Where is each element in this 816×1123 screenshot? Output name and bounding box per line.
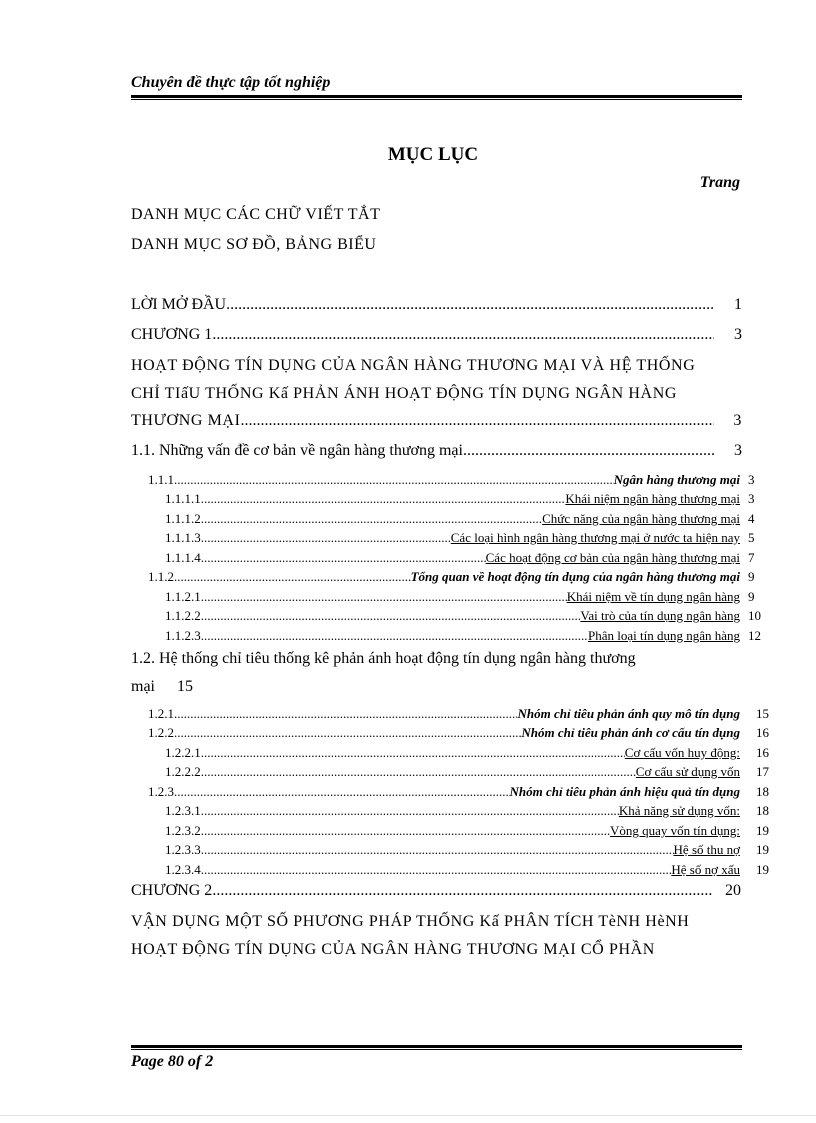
toc-entry-1-2-3[interactable] [148, 784, 740, 800]
toc-entry-1-2-3-3[interactable] [165, 842, 740, 858]
toc-entry-1-1-1-1[interactable] [165, 491, 740, 507]
toc-label: Các loại hình ngân hàng thương mại ở nước ta hiện nay [450, 530, 740, 545]
toc-entry-1-2-1[interactable] [148, 706, 740, 722]
toc-page: 10 [748, 608, 761, 623]
toc-entry-chapter-1-title-end[interactable] [131, 412, 742, 430]
toc-page: 3 [748, 491, 755, 506]
header-title: Chuyên đề thực tập tốt nghiệp [131, 74, 331, 91]
toc-label: CHƯƠNG 1 [131, 326, 213, 343]
toc-number: 1.2.3.3. [165, 842, 204, 857]
toc-entry-1-2-2-1[interactable] [165, 745, 740, 761]
toc-page: 20 [725, 882, 741, 899]
toc-label: Khái niệm ngân hàng thương mại [565, 491, 740, 506]
toc-label: 1.2. Hệ thống chỉ tiêu thống kê phản ánh hoạt động tín dụng ngân hàng thương [131, 650, 636, 667]
toc-number: 1.1.1.2. [165, 511, 204, 526]
chapter-2-title-line: VẬN DỤNG MỘT SỐ PHƯƠNG PHÁP THỐNG Kấ PHÂN TÍCH TèNH HèNH [131, 913, 690, 930]
front-item-figures[interactable]: DANH MỤC SƠ ĐỒ, BẢNG BIỂU [131, 236, 377, 253]
chapter-1-title[interactable] [131, 352, 741, 408]
toc-number: 1.2.2.2. [165, 764, 204, 779]
toc-number: 1.1.1.1. [165, 491, 204, 506]
toc-page: 19 [756, 842, 769, 857]
toc-label: Nhóm chỉ tiêu phản ánh cơ cấu tín dụng [521, 725, 740, 740]
toc-entry-1-2-3-2[interactable] [165, 823, 740, 839]
toc-number: 1.2.3.2. [165, 823, 204, 838]
chapter-1-title-line: HOẠT ĐỘNG TÍN DỤNG CỦA NGÂN HÀNG THƯƠNG MẠI VÀ HỆ THỐNG [131, 357, 696, 374]
toc-page: 1 [734, 296, 742, 313]
toc-number: 1.1.2. [148, 569, 178, 584]
chapter-1-title-line: CHỈ TIấU THỐNG Kấ PHẢN ÁNH HOẠT ĐỘNG TÍN DỤNG NGÂN HÀNG [131, 385, 677, 402]
toc-number: 1.2.3.1. [165, 803, 204, 818]
toc-label: mại [131, 678, 155, 695]
toc-page: 19 [756, 862, 769, 877]
toc-entry-chapter-2[interactable] [131, 882, 741, 900]
toc-number: 1.1.1.3. [165, 530, 204, 545]
toc-page: 16 [756, 745, 769, 760]
toc-label: Nhóm chỉ tiêu phản ánh hiệu quả tín dụng [509, 784, 740, 799]
toc-label: Chức năng của ngân hàng thương mại [542, 511, 740, 526]
toc-number: 1.2.3. [148, 784, 178, 799]
page-column-label: Trang [699, 174, 740, 191]
toc-label: Cơ cấu sử dụng vốn [635, 764, 740, 779]
toc-page: 9 [748, 569, 755, 584]
toc-number: 1.1.1. [148, 472, 178, 487]
toc-label: Khái niệm về tín dụng ngân hàng [566, 589, 740, 604]
toc-label: Khả năng sử dụng vốn: [618, 803, 740, 818]
toc-page: 7 [748, 550, 755, 565]
toc-label: 1.1. Những vấn đề cơ bản về ngân hàng thương mại [131, 442, 463, 459]
toc-label: Hệ số thu nợ [673, 842, 740, 857]
toc-page: 18 [756, 784, 769, 799]
toc-entry-1-1-2-1[interactable] [165, 589, 740, 605]
toc-label: Phân loại tín dụng ngân hàng [587, 628, 740, 643]
toc-page: 9 [748, 589, 755, 604]
toc-number: 1.1.2.2. [165, 608, 204, 623]
toc-page: 15 [756, 706, 769, 721]
toc-page: 3 [734, 326, 742, 343]
toc-entry-1-1-1-3[interactable] [165, 530, 740, 546]
toc-entry-1-2-2[interactable] [148, 725, 740, 741]
toc-entry-1-1-1-2[interactable] [165, 511, 740, 527]
front-item-abbreviations[interactable]: DANH MỤC CÁC CHỮ VIẾT TẮT [131, 206, 381, 223]
toc-page: 19 [756, 823, 769, 838]
toc-label: Hệ số nợ xấu [671, 862, 740, 877]
toc-entry-1-1-2-3[interactable] [165, 628, 740, 644]
toc-entry-1-2-3-1[interactable] [165, 803, 740, 819]
toc-page: 15 [177, 678, 193, 695]
toc-label: Ngân hàng thương mại [613, 472, 740, 487]
toc-page: 3 [748, 472, 755, 487]
page-title: MỤC LỤC [387, 144, 479, 165]
toc-label: Vai trò của tín dụng ngân hàng [580, 608, 740, 623]
toc-number: 1.1.2.3. [165, 628, 204, 643]
footer-rule [131, 1045, 742, 1050]
toc-label: LỜI MỞ ĐẦU [131, 296, 227, 313]
toc-entry-1-1-2-2[interactable] [165, 608, 740, 624]
toc-page: 12 [748, 628, 761, 643]
toc-page: 3 [734, 442, 742, 459]
toc-entry-1-1-1-4[interactable] [165, 550, 740, 566]
toc-entry-1-2[interactable] [131, 650, 636, 668]
toc-label: THƯƠNG MẠI [131, 412, 241, 429]
toc-number: 1.2.2.1. [165, 745, 204, 760]
toc-page: 18 [756, 803, 769, 818]
toc-label: Vòng quay vốn tín dụng: [610, 823, 740, 838]
header-rule [131, 95, 742, 100]
toc-label: Nhóm chỉ tiêu phản ánh quy mô tín dụng [517, 706, 740, 721]
toc-number: 1.2.2. [148, 725, 178, 740]
toc-entry-1-2-2-2[interactable] [165, 764, 740, 780]
toc-entry-1-2-3-4[interactable] [165, 862, 740, 878]
footer-page-label: Page 80 of 2 [131, 1053, 214, 1070]
toc-entry-1-1-1[interactable] [148, 472, 740, 488]
toc-number: 1.1.2.1. [165, 589, 204, 604]
toc-number: 1.2.1. [148, 706, 178, 721]
toc-page: 16 [756, 725, 769, 740]
toc-entry-1-1-2[interactable] [148, 569, 740, 585]
toc-label: Tổng quan về hoạt động tín dụng của ngân hàng thương mại [410, 569, 740, 584]
toc-number: 1.1.1.4. [165, 550, 204, 565]
toc-entry-1-2-continued[interactable] [131, 678, 193, 696]
toc-entry-chapter-1[interactable] [131, 326, 742, 344]
toc-page: 17 [756, 764, 769, 779]
toc-page: 5 [748, 530, 755, 545]
toc-label: Các hoạt động cơ bản của ngân hàng thương mại [485, 550, 740, 565]
toc-number: 1.2.3.4. [165, 862, 204, 877]
chapter-2-title[interactable] [131, 908, 741, 964]
toc-page: 3 [733, 412, 742, 429]
toc-label: Cơ cấu vốn huy động: [624, 745, 740, 760]
page-edge [0, 1115, 816, 1116]
toc-label: CHƯƠNG 2 [131, 882, 213, 899]
toc-entry-1-1[interactable] [131, 442, 742, 460]
toc-page: 4 [748, 511, 755, 526]
toc-entry-intro[interactable] [131, 296, 742, 314]
chapter-2-title-line: HOẠT ĐỘNG TÍN DỤNG CỦA NGÂN HÀNG THƯƠNG MẠI CỔ PHẦN [131, 941, 655, 958]
